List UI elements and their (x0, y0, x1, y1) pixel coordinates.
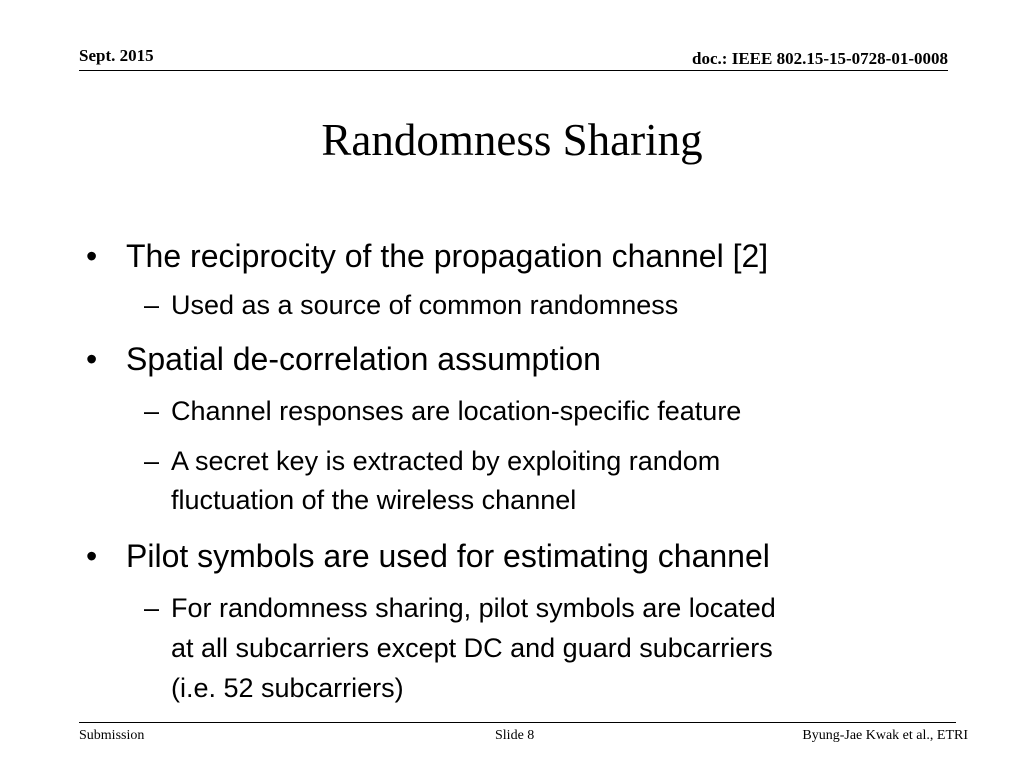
dash-marker: – (144, 290, 160, 320)
sub-bullet-text-line: (i.e. 52 subcarriers) (171, 673, 404, 703)
header-doc-id: doc.: IEEE 802.15-15-0728-01-0008 (692, 49, 948, 68)
sub-bullet-text-line: A secret key is extracted by exploiting random (171, 446, 721, 476)
bullet-item (86, 237, 769, 275)
sub-bullet-item (144, 392, 742, 431)
header-date: Sept. 2015 (79, 46, 154, 65)
bullet-text: Spatial de-correlation assumption (126, 341, 601, 377)
dash-marker: – (144, 396, 160, 426)
sub-bullet-item (144, 286, 679, 325)
sub-bullet-continuation (171, 629, 773, 668)
sub-bullet-text: Channel responses are location-specific feature (171, 396, 742, 426)
sub-bullet-item (144, 589, 776, 628)
bullet-item (86, 537, 770, 575)
footer-submission: Submission (79, 728, 145, 743)
sub-bullet-text: Used as a source of common randomness (171, 290, 679, 320)
footer-slide-number: Slide 8 (495, 728, 535, 743)
sub-bullet-text-line: For randomness sharing, pilot symbols are located (171, 593, 776, 623)
bullet-item (86, 340, 601, 378)
slide-title: Randomness Sharing (321, 115, 703, 165)
sub-bullet-text-line: fluctuation of the wireless channel (171, 485, 577, 515)
bullet-marker: • (86, 538, 98, 574)
footer-author: Byung-Jae Kwak et al., ETRI (802, 728, 968, 743)
header-divider (79, 70, 948, 71)
bullet-marker: • (86, 341, 98, 377)
sub-bullet-item (144, 442, 721, 481)
sub-bullet-continuation (171, 481, 576, 520)
sub-bullet-text-line: at all subcarriers except DC and guard subcarriers (171, 633, 773, 663)
bullet-text: Pilot symbols are used for estimating channel (126, 538, 770, 574)
bullet-text: The reciprocity of the propagation channel [2] (126, 238, 769, 274)
bullet-marker: • (86, 238, 98, 274)
dash-marker: – (144, 593, 160, 623)
footer-divider (79, 722, 956, 723)
dash-marker: – (144, 446, 160, 476)
sub-bullet-continuation (171, 669, 404, 708)
